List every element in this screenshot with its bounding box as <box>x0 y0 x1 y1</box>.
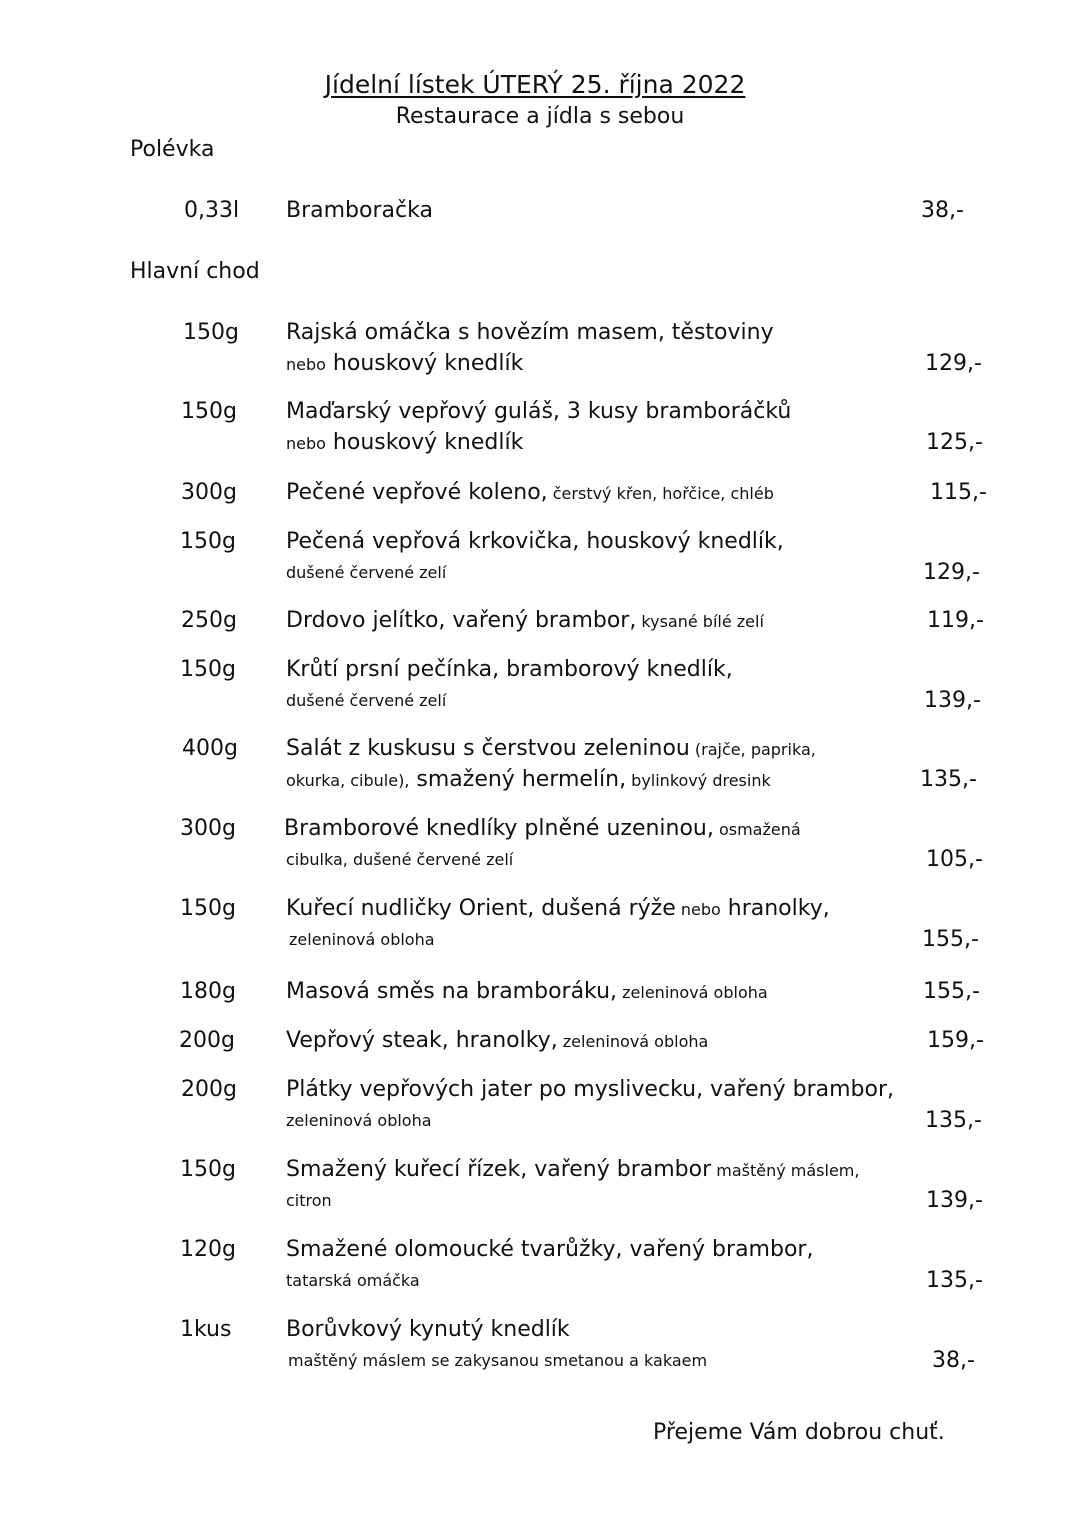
menu-item-name <box>286 1028 708 1053</box>
menu-item-detail-main: smažený hermelín, <box>409 767 627 792</box>
menu-item-price: 139,- <box>926 1188 983 1213</box>
menu-item-price: 139,- <box>924 688 981 713</box>
menu-item-weight: 200g <box>181 1077 237 1102</box>
menu-item-detail-main: houskový knedlík <box>325 430 524 455</box>
menu-item-detail: zeleninová obloha <box>289 930 435 949</box>
soup-price: 38,- <box>921 198 964 223</box>
menu-item-name <box>286 480 774 505</box>
menu-item-detail: dušené červené zelí <box>286 691 447 710</box>
menu-item-name-main: Pečené vepřové koleno, <box>286 480 548 505</box>
menu-item-name-small: čerstvý křen, hořčice, chléb <box>547 484 774 503</box>
menu-item-price: 129,- <box>923 560 980 585</box>
menu-item-weight: 150g <box>183 320 239 345</box>
section-heading-main: Hlavní chod <box>130 259 260 284</box>
menu-item-weight: 1kus <box>180 1317 232 1342</box>
menu-item-price: 129,- <box>925 351 982 376</box>
menu-item-detail-small: nebo <box>286 434 326 453</box>
menu-title: Jídelní lístek ÚTERÝ 25. října 2022 <box>324 70 746 99</box>
menu-item-name-small: maštěný máslem, <box>711 1161 860 1180</box>
menu-item-name-main: hranolky, <box>720 896 830 921</box>
menu-item-detail-main: houskový knedlík <box>325 351 524 376</box>
menu-item-price: 115,- <box>930 480 987 505</box>
menu-item-detail: zeleninová obloha <box>286 1111 432 1130</box>
menu-item-detail: citron <box>286 1191 332 1210</box>
menu-item-price: 38,- <box>932 1348 975 1373</box>
menu-item-name <box>286 1157 859 1182</box>
menu-item-name: Plátky vepřových jater po myslivecku, vařený brambor, <box>286 1077 894 1102</box>
menu-item-name-main: Salát z kuskusu s čerstvou zeleninou <box>286 736 690 761</box>
menu-item-name: Krůtí prsní pečínka, bramborový knedlík, <box>286 657 733 682</box>
menu-item-weight: 120g <box>180 1237 236 1262</box>
menu-item-name: Smažené olomoucké tvarůžky, vařený brambor, <box>286 1237 814 1262</box>
soup-weight: 0,33l <box>184 198 240 223</box>
menu-subtitle: Restaurace a jídla s sebou <box>395 104 685 129</box>
menu-item-price: 159,- <box>927 1028 984 1053</box>
soup-name: Bramboračka <box>286 198 433 223</box>
menu-item-name: Borůvkový kynutý knedlík <box>286 1317 570 1342</box>
footer-greeting: Přejeme Vám dobrou chuť. <box>653 1420 945 1445</box>
menu-item-detail <box>286 767 771 792</box>
menu-item-weight: 200g <box>179 1028 235 1053</box>
menu-item-name-small: kysané bílé zelí <box>636 612 764 631</box>
menu-item-name-main: Drdovo jelítko, vařený brambor, <box>286 608 637 633</box>
menu-item-weight: 150g <box>180 657 236 682</box>
menu-item-name-small: zeleninová obloha <box>557 1032 709 1051</box>
menu-item-name-small: (rajče, paprika, <box>689 740 816 759</box>
menu-item-name-small: nebo <box>675 900 721 919</box>
menu-item-price: 135,- <box>925 1108 982 1133</box>
menu-item-name: Pečená vepřová krkovička, houskový knedlík, <box>286 529 784 554</box>
menu-item-detail: maštěný máslem se zakysanou smetanou a kakaem <box>288 1351 708 1370</box>
menu-item-weight: 150g <box>180 896 236 921</box>
menu-item-name-small: osmažená <box>713 820 801 839</box>
menu-item-price: 155,- <box>922 927 979 952</box>
menu-item-weight: 150g <box>180 529 236 554</box>
menu-item-price: 155,- <box>923 979 980 1004</box>
menu-item-weight: 300g <box>180 816 236 841</box>
menu-item-detail-small: okurka, cibule), <box>286 771 410 790</box>
menu-item-weight: 400g <box>182 736 238 761</box>
menu-item-name-small: zeleninová obloha <box>617 983 768 1002</box>
menu-item-name: Rajská omáčka s hovězím masem, těstoviny <box>286 320 774 345</box>
menu-item-price: 135,- <box>926 1268 983 1293</box>
menu-item-price: 135,- <box>920 767 977 792</box>
menu-item-detail: cibulka, dušené červené zelí <box>286 850 514 869</box>
menu-item-weight: 150g <box>181 399 237 424</box>
menu-item-name-main: Masová směs na bramboráku, <box>286 979 618 1004</box>
menu-item-name-main: Smažený kuřecí řízek, vařený brambor <box>286 1157 712 1182</box>
menu-item-name <box>284 816 801 841</box>
menu-item-name-main: Vepřový steak, hranolky, <box>286 1028 558 1053</box>
menu-item-name: Maďarský vepřový guláš, 3 kusy bramboráčků <box>286 399 792 424</box>
menu-item-name <box>286 736 816 761</box>
menu-item-detail-small: bylinkový dresink <box>626 771 771 790</box>
menu-item-name <box>286 979 768 1004</box>
menu-item-weight: 150g <box>180 1157 236 1182</box>
menu-item-detail <box>286 351 523 376</box>
menu-item-name-main: Bramborové knedlíky plněné uzeninou, <box>284 816 714 841</box>
section-heading-soup: Polévka <box>130 137 215 162</box>
menu-item-name <box>286 896 830 921</box>
menu-item-name-main: Kuřecí nudličky Orient, dušená rýže <box>286 896 676 921</box>
menu-item-weight: 250g <box>181 608 237 633</box>
menu-item-detail: tatarská omáčka <box>286 1271 420 1290</box>
menu-item-detail-small: nebo <box>286 355 326 374</box>
menu-item-detail: dušené červené zelí <box>286 563 447 582</box>
menu-item-name <box>286 608 764 633</box>
menu-item-price: 105,- <box>926 847 983 872</box>
menu-item-price: 125,- <box>926 430 983 455</box>
menu-item-weight: 300g <box>181 480 237 505</box>
menu-item-weight: 180g <box>180 979 236 1004</box>
menu-item-price: 119,- <box>927 608 984 633</box>
menu-item-detail <box>286 430 523 455</box>
